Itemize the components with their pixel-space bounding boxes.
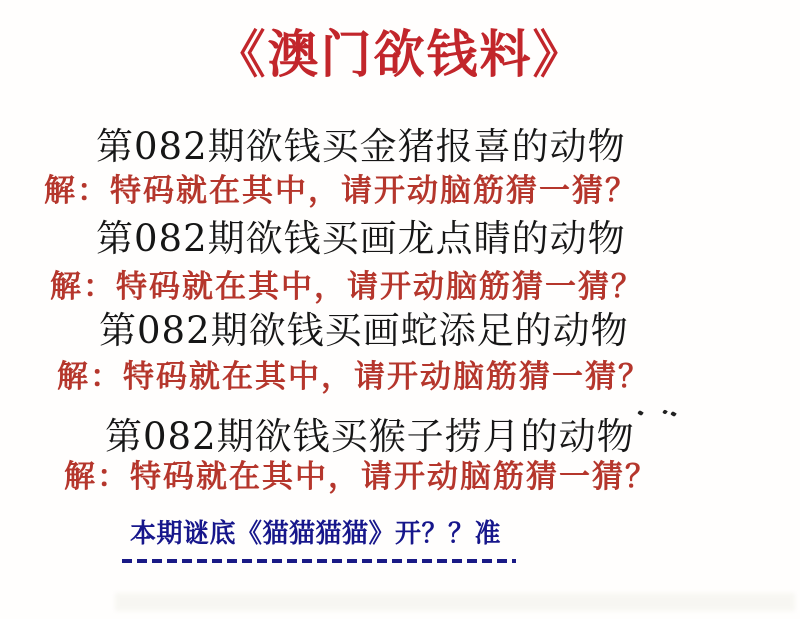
riddle-answer-3: 解：特码就在其中，请开动脑筋猜一猜？ (57, 359, 651, 395)
riddle-question-3: 第082期欲钱买画蛇添足的动物 (99, 309, 629, 352)
ink-dot (670, 411, 676, 417)
riddle-answer-1: 解：特码就在其中，请开动脑筋猜一猜？ (44, 173, 638, 209)
riddle-answer-2: 解：特码就在其中，请开动脑筋猜一猜？ (50, 269, 644, 305)
dashed-divider (122, 559, 516, 563)
page-title: 《澳门欲钱料》 (214, 25, 586, 85)
riddle-question-1: 第082期欲钱买金猪报喜的动物 (96, 125, 626, 168)
riddle-answer-4: 解：特码就在其中，请开动脑筋猜一猜？ (64, 459, 658, 495)
ink-speck-marks (632, 406, 692, 420)
riddle-question-2: 第082期欲钱买画龙点睛的动物 (96, 217, 626, 260)
ink-dot (637, 410, 643, 416)
ink-dot (662, 409, 668, 415)
footer-riddle-answer: 本期谜底《猫猫猫猫》开？？准 (130, 519, 502, 549)
scan-artifact-band (115, 593, 795, 611)
riddle-question-4: 第082期欲钱买猴子捞月的动物 (105, 415, 635, 458)
